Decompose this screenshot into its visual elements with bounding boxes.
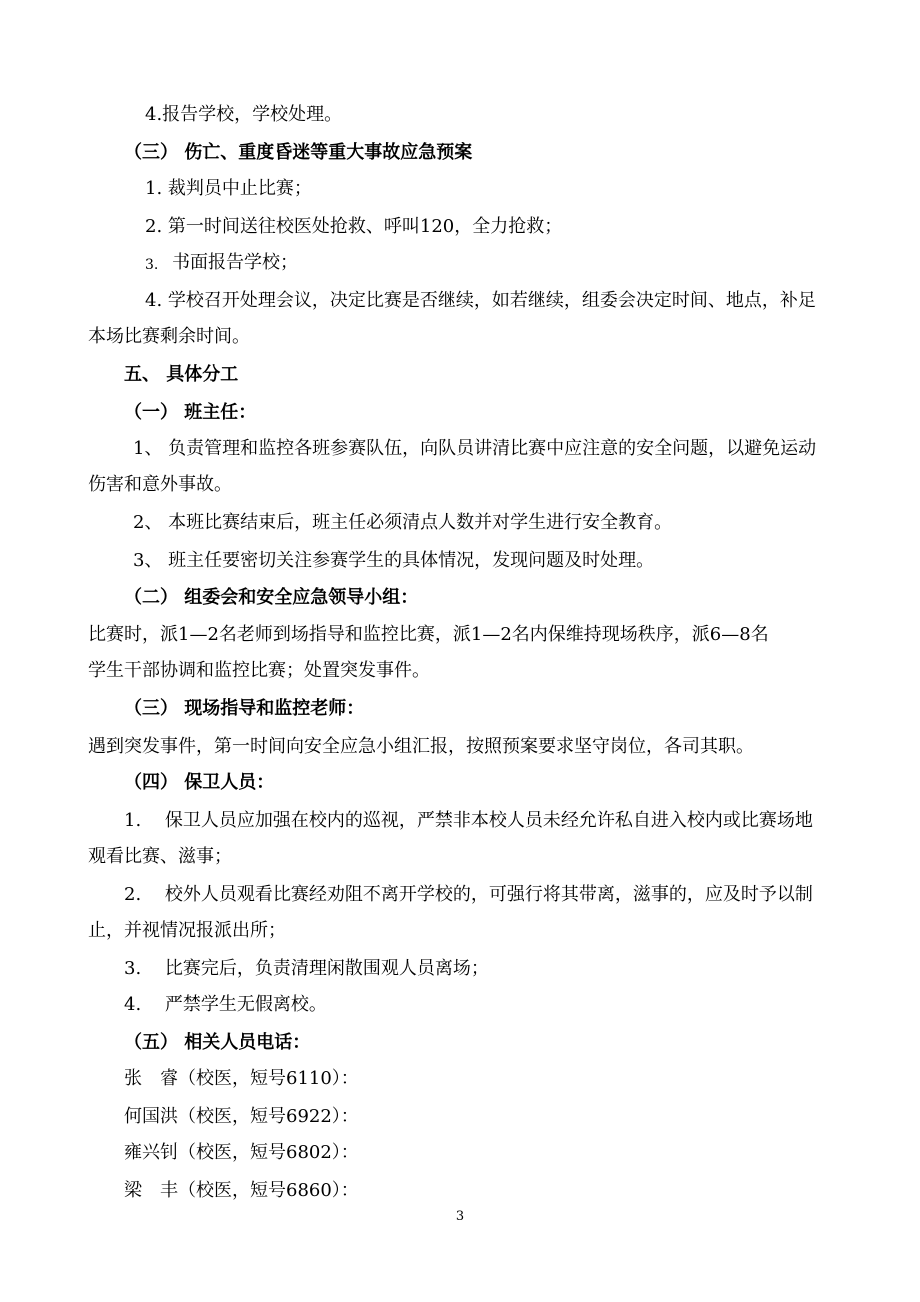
- security-item-1-line-2: 观看比赛、滋事；: [88, 846, 232, 867]
- security-item-3: 3. 比赛完后，负责清理闲散围观人员离场；: [124, 958, 489, 979]
- step-4-report: 4.报告学校，学校处理。: [145, 104, 343, 125]
- subsection-2-heading: （二） 组委会和安全应急领导小组：: [124, 587, 419, 608]
- contact-4: 梁 丰（校医，短号6860）：: [124, 1180, 359, 1201]
- subsection-4-heading: （四） 保卫人员：: [124, 772, 275, 793]
- subsection-5-heading: （五） 相关人员电话：: [124, 1032, 311, 1053]
- supervisor-text: 遇到突发事件，第一时间向安全应急小组汇报，按照预案要求坚守岗位，各司其职。: [88, 736, 754, 757]
- section-3-heading: （三） 伤亡、重度昏迷等重大事故应急预案: [124, 142, 473, 163]
- chapter-5-heading: 五、 具体分工: [124, 364, 239, 385]
- contact-3: 雍兴钊（校医，短号6802）：: [124, 1142, 359, 1163]
- teacher-item-1-line-1: 1、 负责管理和监控各班参赛队伍，向队员讲清比赛中应注意的安全问题，以避免运动: [133, 438, 817, 459]
- step-4-meeting-line-2: 本场比赛剩余时间。: [88, 326, 250, 347]
- subsection-3-heading: （三） 现场指导和监控老师：: [124, 698, 365, 719]
- contact-2: 何国洪（校医，短号6922）：: [124, 1106, 359, 1127]
- teacher-item-2: 2、 本班比赛结束后，班主任必须清点人数并对学生进行安全教育。: [133, 512, 673, 533]
- step-2-rescue: 2. 第一时间送往校医处抢救、呼叫120，全力抢救；: [145, 216, 563, 237]
- security-item-1-line-1: 1. 保卫人员应加强在校内的巡视，严禁非本校人员未经允许私自进入校内或比赛场地: [124, 810, 813, 831]
- step-4-meeting-line-1: 4. 学校召开处理会议，决定比赛是否继续，如若继续，组委会决定时间、地点，补足: [145, 290, 816, 311]
- contact-1: 张 睿（校医，短号6110）：: [124, 1068, 359, 1089]
- subsection-1-heading: （一） 班主任：: [124, 402, 257, 423]
- security-item-2-line-1: 2. 校外人员观看比赛经劝阻不离开学校的，可强行将其带离，滋事的，应及时予以制: [124, 884, 813, 905]
- page-number: 3: [455, 1209, 465, 1224]
- step-3-number: 3.: [145, 257, 159, 273]
- teacher-item-3: 3、 班主任要密切关注参赛学生的具体情况，发现问题及时处理。: [133, 550, 655, 571]
- step-3-written-report: 书面报告学校；: [172, 252, 298, 273]
- security-item-2-line-2: 止，并视情况报派出所；: [88, 920, 286, 941]
- committee-line-2: 学生干部协调和监控比赛；处置突发事件。: [88, 660, 430, 681]
- security-item-4: 4. 严禁学生无假离校。: [124, 994, 327, 1015]
- teacher-item-1-line-2: 伤害和意外事故。: [88, 474, 232, 495]
- committee-line-1: 比赛时，派1—2名老师到场指导和监控比赛，派1—2名内保维持现场秩序，派6—8名: [88, 624, 769, 645]
- step-1-referee: 1. 裁判员中止比赛；: [145, 178, 312, 199]
